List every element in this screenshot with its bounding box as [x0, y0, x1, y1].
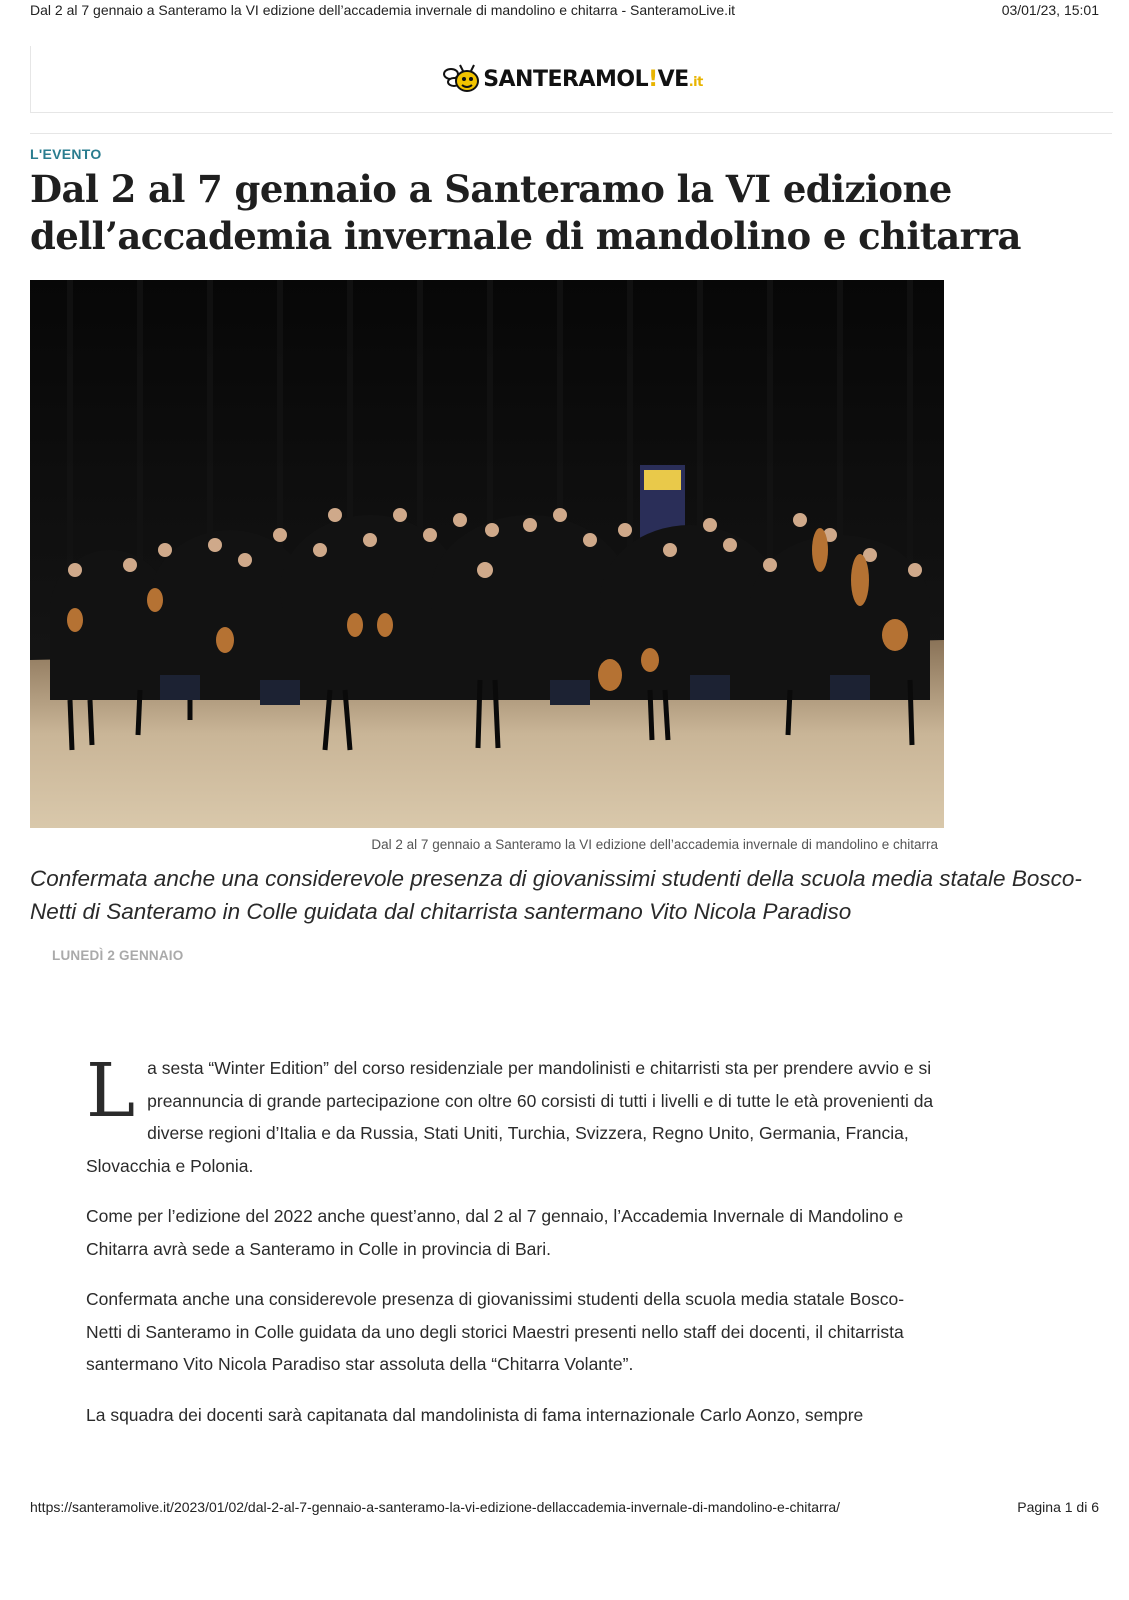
print-page-number: Pagina 1 di 6	[1017, 1499, 1099, 1515]
print-page-title: Dal 2 al 7 gennaio a Santeramo la VI edizione dell’accademia invernale di mandolino e chitarra - SanteramoLive.it	[30, 2, 736, 18]
header-divider	[30, 133, 1112, 134]
drop-cap: L	[86, 1048, 136, 1134]
article-subtitle: Confermata anche una considerevole presenza di giovanissimi studenti della scuola media statale Bosco-Netti di Santeramo in Colle guidata dal chitarrista santermano Vito Nicola Paradiso	[30, 866, 1082, 924]
image-caption: Dal 2 al 7 gennaio a Santeramo la VI edizione dell’accademia invernale di mandolino e chitarra	[371, 837, 938, 852]
print-footer	[30, 1497, 1099, 1517]
article-date: LUNEDÌ 2 GENNAIO	[52, 948, 184, 963]
paragraph: Confermata anche una considerevole presenza di giovanissimi studenti della scuola media statale Bosco-Netti di Santeramo in Colle guidata da uno degli storici Maestri presenti nello staff dei docenti, il chitarrista santermano Vito Nicola Paradiso star assoluta della “Chitarra Volante”.	[86, 1289, 905, 1374]
article-headline: Dal 2 al 7 gennaio a Santeramo la VI edizione dell’accademia invernale di mandolino e chitarra	[30, 167, 1021, 258]
article-category[interactable]: L'EVENTO	[30, 146, 102, 162]
site-logo[interactable]	[441, 62, 703, 96]
print-url: https://santeramolive.it/2023/01/02/dal-2-al-7-gennaio-a-santeramo-la-vi-edizione-dellaccademia-invernale-di-mandolino-e-chitarra/	[30, 1499, 841, 1515]
paragraph: La squadra dei docenti sarà capitanata dal mandolinista di fama internazionale Carlo Aonzo, sempre	[86, 1404, 864, 1425]
paragraph: Come per l’edizione del 2022 anche quest’anno, dal 2 al 7 gennaio, l’Accademia Invernale di Mandolino e Chitarra avrà sede a Santeramo in Colle in provincia di Bari.	[86, 1206, 904, 1259]
article-hero-image	[30, 280, 944, 828]
bee-icon	[441, 62, 481, 96]
article-body	[86, 1048, 936, 1449]
site-header	[30, 46, 1113, 113]
logo-wordmark: SANTERAMOL!VE.it	[483, 66, 703, 92]
print-header	[30, 0, 1099, 20]
print-datetime: 03/01/23, 15:01	[1001, 2, 1099, 18]
paragraph: La sesta “Winter Edition” del corso residenziale per mandolinisti e chitarristi sta per prendere avvio e si preannuncia di grande partecipazione con oltre 60 corsisti di tutti i livelli e di tutte le età provenienti da diverse regioni d’Italia e da Russia, Stati Uniti, Turchia, Svizzera, Regno Unito, Germania, Francia, Slovacchia e Polonia.	[86, 1048, 934, 1176]
